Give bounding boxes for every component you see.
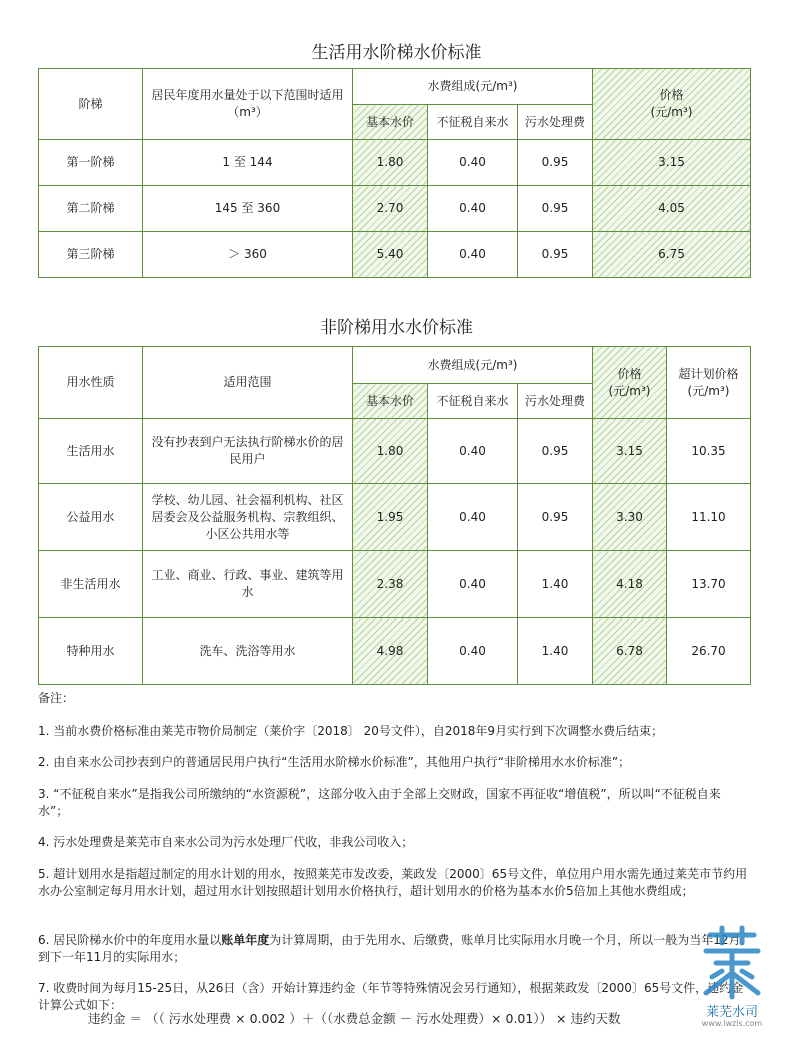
header-tier: 阶梯 [39,69,143,140]
table1-title: 生活用水阶梯水价标准 [311,43,482,63]
over-plan-cell: 10.35 [667,419,751,484]
sewage-cell: 0.95 [518,484,593,551]
base-cell: 1.80 [353,140,428,186]
tier-cell: 第二阶梯 [39,186,143,232]
sewage-cell: 0.95 [518,140,593,186]
sewage-cell: 1.40 [518,618,593,685]
note-2: 2. 由自来水公司抄表到户的普通居民用户执行“生活用水阶梯水价标准”，其他用户执行“非阶梯用水水价标准”； [38,755,631,769]
table-row [39,186,751,232]
header-untaxed: 不征税自来水 [428,105,518,140]
table-row [39,618,751,685]
header-sewage: 污水处理费 [518,384,593,419]
untaxed-cell: 0.40 [428,484,518,551]
header-price [593,347,667,419]
header-over-plan [667,347,751,419]
price-cell: 4.18 [593,551,667,618]
note-5: 5. 超计划用水是指超过制定的用水计划的用水，按照莱芜市发改委，莱政发〔2000〕65号文件，单位用户用水需先通过莱芜市节约用水办公室制定每月用水计划，超过用水计划按照超计划用水价格执行，超计划用水的价格为基本水价5倍加上其他水费组成； [38,867,748,898]
note-6 [38,932,750,966]
over-plan-cell: 11.10 [667,484,751,551]
scope-cell: 工业、商业、行政、事业、建筑等用水 [143,551,353,618]
watermark-url: www.lwzls.com [701,1019,763,1028]
base-cell: 5.40 [353,232,428,278]
price-cell: 6.75 [593,232,751,278]
tiered-price-table [38,68,751,278]
header-scope: 适用范围 [143,347,353,419]
tier-cell: 第一阶梯 [39,140,143,186]
base-cell: 2.70 [353,186,428,232]
untaxed-cell: 0.40 [428,232,518,278]
note-6-bold: 账单年度 [221,933,270,947]
type-cell: 公益用水 [39,484,143,551]
table-row [39,140,751,186]
watermark-text: 莱芜水司 [705,1005,758,1020]
sewage-cell: 0.95 [518,232,593,278]
header-price-label: 价格 [659,88,684,102]
untaxed-cell: 0.40 [428,419,518,484]
notes-heading: 备注： [38,691,75,705]
header-over-label: 超计划价格 [678,366,739,381]
range-cell: 1 至 144 [143,140,353,186]
note-1: 1. 当前水费价格标准由莱芜市物价局制定（莱价字〔2018〕 20号文件），自2018年9月实行到下次调整水费后结束； [38,724,664,738]
header-price [593,69,751,140]
tier-cell: 第三阶梯 [39,232,143,278]
table-row [39,232,751,278]
water-company-logo-icon [692,925,772,1001]
scope-cell: 学校、幼儿园、社会福利机构、社区居委会及公益服务机构、宗教组织、小区公共用水等 [143,484,353,551]
header-price-label: 价格 [617,366,642,381]
base-cell: 1.95 [353,484,428,551]
type-cell: 特种用水 [39,618,143,685]
note-7: 7. 收费时间为每月15-25日，从26日（含）开始计算违约金（年节等特殊情况会另行通知），根据莱政发〔2000〕65号文件，违约金计算公式如下： [38,981,744,1012]
header-untaxed: 不征税自来水 [428,384,518,419]
base-cell: 4.98 [353,618,428,685]
note-4: 4. 污水处理费是莱芜市自来水公司为污水处理厂代收，非我公司收入； [38,835,414,849]
header-price-unit: (元/m³) [650,105,693,119]
table-row [39,484,751,551]
table-row [39,419,751,484]
untaxed-cell: 0.40 [428,618,518,685]
header-base: 基本水价 [353,105,428,140]
untaxed-cell: 0.40 [428,186,518,232]
base-cell: 2.38 [353,551,428,618]
header-over-unit: (元/m³) [687,383,730,398]
price-cell: 3.30 [593,484,667,551]
over-plan-cell: 26.70 [667,618,751,685]
scope-cell: 洗车、洗浴等用水 [143,618,353,685]
scope-cell: 没有抄表到户无法执行阶梯水价的居民用户 [143,419,353,484]
base-cell: 1.80 [353,419,428,484]
table2-title: 非阶梯用水水价标准 [320,318,473,338]
price-cell: 6.78 [593,618,667,685]
header-type: 用水性质 [39,347,143,419]
sewage-cell: 0.95 [518,186,593,232]
note-6-pre: 6. 居民阶梯水价中的年度用水量以 [38,933,222,947]
header-price-unit: (元/m³) [608,383,651,398]
header-range: 居民年度用水量处于以下范围时适用（m³） [143,69,353,140]
note-6-post: 为计算周期，由于先用水、后缴费，账单月比实际用水月晚一个月，所以一般为当年12月到下一年11月的实际用水； [38,933,741,964]
watermark-logo [692,925,772,1037]
range-cell: 145 至 360 [143,186,353,232]
sewage-cell: 0.95 [518,419,593,484]
non-tiered-price-table [38,346,751,685]
header-base: 基本水价 [353,384,428,419]
range-cell: ＞ 360 [143,232,353,278]
untaxed-cell: 0.40 [428,140,518,186]
type-cell: 生活用水 [39,419,143,484]
type-cell: 非生活用水 [39,551,143,618]
note-3: 3. “不征税自来水”是指我公司所缴纳的“水资源税”，这部分收入由于全部上交财政，国家不再征收“增值税”，所以叫“不征税自来水”； [38,787,721,818]
sewage-cell: 1.40 [518,551,593,618]
price-cell: 3.15 [593,140,751,186]
price-cell: 3.15 [593,419,667,484]
header-sewage: 污水处理费 [518,105,593,140]
penalty-formula: 违约金 ＝ （（ 污水处理费 × 0.002 ）＋（（水费总金额 － 污水处理费）× 0.01）） × 违约天数 [88,1011,621,1026]
table-row [39,551,751,618]
header-fee-group: 水费组成(元/m³) [353,69,593,105]
header-fee-group: 水费组成(元/m³) [353,347,593,384]
untaxed-cell: 0.40 [428,551,518,618]
price-cell: 4.05 [593,186,751,232]
over-plan-cell: 13.70 [667,551,751,618]
